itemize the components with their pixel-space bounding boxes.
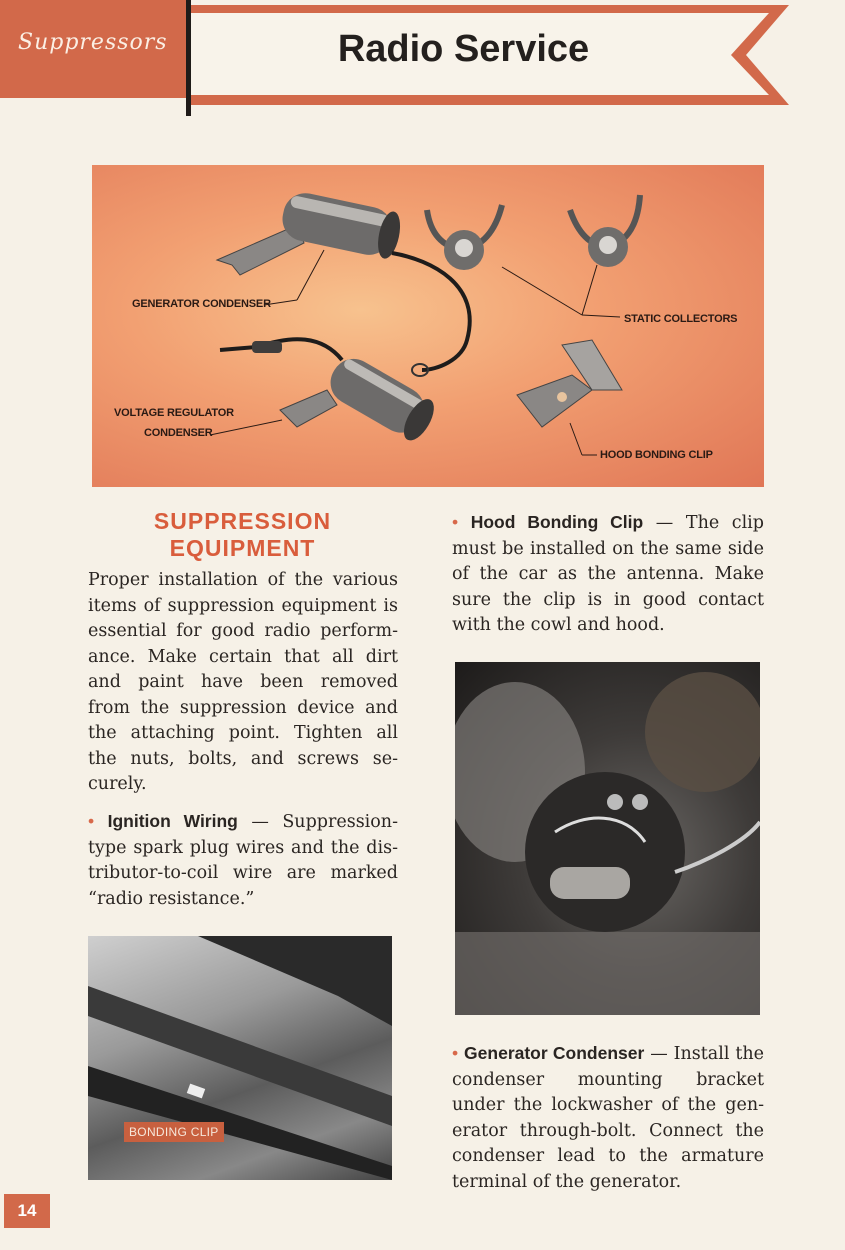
label-voltage-regulator-condenser: CONDENSER — [144, 427, 213, 439]
label-hood-bonding-clip: HOOD BONDING CLIP — [600, 449, 713, 461]
section-heading-line2: EQUIPMENT — [169, 535, 316, 561]
bullet-icon: • — [88, 811, 95, 831]
page-title: Radio Service — [337, 28, 590, 70]
page-number: 14 — [4, 1194, 50, 1228]
bullet-icon: • — [452, 1043, 459, 1063]
section-tab-label: Suppressors — [18, 30, 168, 55]
suppression-parts-illustration — [92, 165, 764, 487]
generator-photo-art — [455, 662, 760, 1015]
bonding-clip-photo — [88, 936, 392, 1180]
section-heading — [90, 508, 395, 562]
ignition-wiring-lead: Ignition Wiring — [107, 811, 238, 831]
intro-paragraph: Proper installation of the various items of suppression equipment is essential for good radio perform-ance. Make certain that all dirt and paint have been removed from the suppression device and the attaching point. Tighten all the nuts, bolts, and screws se-curely. — [88, 570, 398, 794]
hood-bonding-lead: Hood Bonding Clip — [470, 512, 644, 532]
ignition-wiring-text: — Suppression-type spark plug wires and the dis-tributor-to-coil wire are marked “radio resistance.” — [88, 812, 398, 909]
label-static-collectors: STATIC COLLECTORS — [624, 313, 738, 325]
generator-condenser-lead: Generator Condenser — [464, 1043, 645, 1063]
bonding-clip-label: BONDING CLIP — [124, 1122, 224, 1142]
hood-bonding-paragraph — [452, 510, 764, 639]
section-tab — [0, 0, 186, 98]
generator-condenser-paragraph — [452, 1041, 764, 1195]
hood-bonding-text: — The clip must be installed on the same side of the car as the antenna. Make sure the clip is in good contact with the cowl and hood. — [452, 513, 764, 635]
section-heading-line1: SUPPRESSION — [153, 508, 332, 534]
ignition-wiring-paragraph — [88, 809, 398, 912]
bullet-icon: • — [452, 512, 459, 532]
bonding-clip-photo-art — [88, 936, 392, 1180]
label-generator-condenser: GENERATOR CONDENSER — [132, 298, 271, 310]
generator-condenser-photo — [455, 662, 760, 1015]
generator-condenser-text: — Install the condenser mounting bracket under the lockwasher of the gen-erator through-bolt. Connect the condenser lead to the armature terminal of the generator. — [452, 1044, 764, 1192]
label-voltage-regulator: VOLTAGE REGULATOR — [114, 407, 234, 419]
